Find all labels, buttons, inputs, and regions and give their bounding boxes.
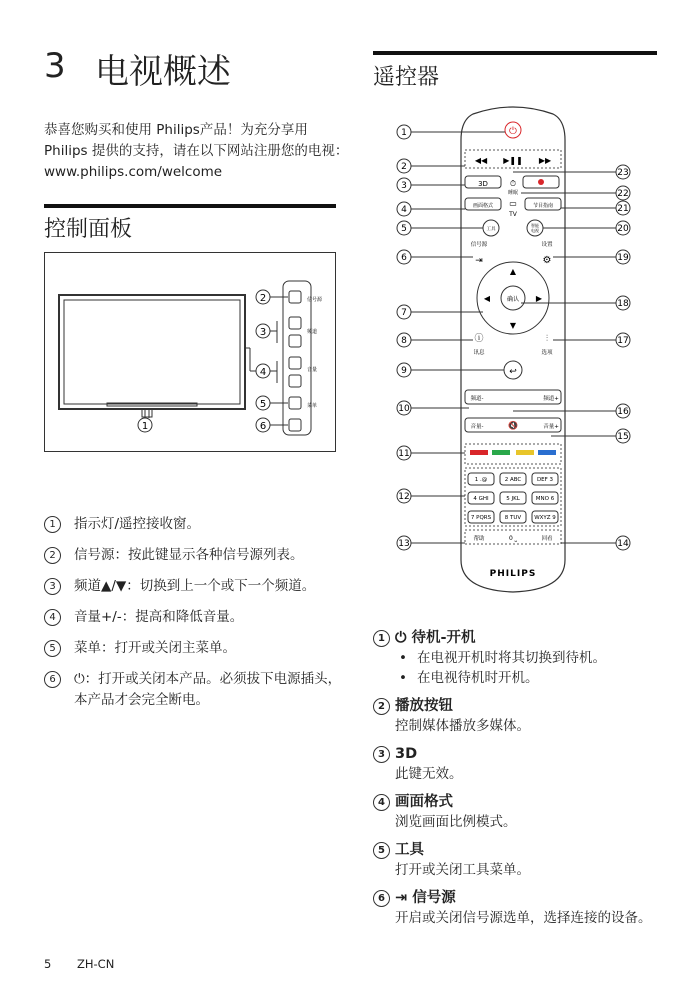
svg-text:21: 21 bbox=[617, 204, 629, 214]
key-heading-text: 播放按钮 bbox=[395, 698, 453, 714]
key-7: 7 PQRS bbox=[470, 515, 492, 521]
ok-label: 确认 bbox=[506, 296, 520, 303]
list-item bbox=[44, 638, 344, 659]
svg-text:菜单: 菜单 bbox=[307, 403, 318, 409]
brand-label: PHILIPS bbox=[489, 569, 537, 579]
svg-text:3: 3 bbox=[259, 327, 267, 338]
svg-text:1: 1 bbox=[141, 421, 149, 432]
list-item bbox=[44, 545, 344, 566]
svg-text:18: 18 bbox=[617, 299, 629, 309]
key-description: 打开或关闭工具菜单。 bbox=[395, 862, 530, 878]
key-heading bbox=[373, 744, 673, 764]
list-item-text: 信号源：按此键显示各种信号源列表。 bbox=[74, 547, 304, 563]
intro-paragraph: 恭喜您购买和使用 Philips产品！为充分享用Philips 提供的支持，请在以下网站注册您的电视：www.philips.com/welcome bbox=[44, 122, 349, 180]
svg-text:16: 16 bbox=[617, 407, 629, 417]
number-badge: 6 bbox=[373, 890, 390, 907]
svg-text:12: 12 bbox=[398, 492, 410, 502]
svg-text:6: 6 bbox=[401, 253, 407, 263]
svg-text:⇥: ⇥ bbox=[475, 256, 483, 266]
number-badge: 1 bbox=[44, 516, 61, 533]
key-9: WXYZ 9 bbox=[534, 515, 556, 521]
svg-text:ⓘ: ⓘ bbox=[474, 334, 484, 344]
svg-text:▼: ▼ bbox=[509, 321, 517, 330]
svg-text:电视: 电视 bbox=[531, 228, 539, 233]
svg-text:11: 11 bbox=[398, 449, 410, 459]
svg-text:13: 13 bbox=[398, 539, 410, 549]
section-rule bbox=[44, 204, 336, 208]
key-heading-text: 画面格式 bbox=[395, 794, 453, 810]
svg-text:23: 23 bbox=[617, 168, 629, 178]
key-description: 开启或关闭信号源选单，选择连接的设备。 bbox=[395, 910, 652, 926]
list-item-text: 频道▲/▼：切换到上一个或下一个频道。 bbox=[74, 578, 316, 594]
key-description: 控制媒体播放多媒体。 bbox=[395, 718, 530, 734]
key-heading-text: 工具 bbox=[395, 842, 424, 858]
list-item-text: ⏻：打开或关闭本产品。必须拔下电源插头，本产品才会完全断电。 bbox=[74, 671, 342, 708]
key-heading bbox=[373, 792, 673, 812]
remote-title: 遥控器 bbox=[373, 65, 440, 90]
remote-illustration bbox=[373, 100, 663, 605]
page-footer bbox=[44, 957, 114, 971]
svg-text:22: 22 bbox=[617, 189, 629, 199]
svg-text:▭: ▭ bbox=[509, 199, 517, 208]
control-panel-list bbox=[44, 514, 344, 721]
key-heading bbox=[373, 840, 673, 860]
svg-text:10: 10 bbox=[398, 404, 410, 414]
svg-text:3: 3 bbox=[401, 181, 407, 191]
list-item-text: 菜单：打开或关闭主菜单。 bbox=[74, 640, 236, 656]
svg-text:2: 2 bbox=[259, 293, 267, 304]
svg-text:▶▶: ▶▶ bbox=[538, 156, 552, 165]
info-label: 讯息 bbox=[473, 350, 485, 356]
svg-text:▶: ▶ bbox=[535, 294, 543, 303]
page-number: 5 bbox=[44, 957, 52, 971]
tools-label: 工具 bbox=[486, 227, 496, 232]
list-item bbox=[44, 607, 344, 628]
svg-text:音量: 音量 bbox=[307, 367, 318, 373]
source-label: 信号源 bbox=[470, 242, 488, 248]
ch-plus-label: 频道+ bbox=[543, 396, 559, 402]
key-5: 5 JKL bbox=[506, 496, 520, 502]
key-heading bbox=[373, 888, 673, 908]
3d-label: 3D bbox=[478, 180, 488, 188]
tv-illustration bbox=[45, 253, 337, 453]
svg-text:▶❚❚: ▶❚❚ bbox=[503, 156, 523, 165]
key-1: 1 .@ bbox=[474, 477, 488, 483]
number-badge: 2 bbox=[44, 547, 61, 564]
sleep-label: 睡眠 bbox=[507, 190, 519, 196]
svg-text:⚙: ⚙ bbox=[542, 255, 552, 266]
svg-text:🔇: 🔇 bbox=[508, 421, 518, 430]
key-heading-text: ⇥ 信号源 bbox=[395, 890, 456, 906]
svg-text:频道: 频道 bbox=[307, 329, 318, 335]
list-item bbox=[44, 669, 344, 711]
bullet-item: • 在电视待机时开机。 bbox=[373, 668, 673, 688]
svg-text:⫶: ⫶ bbox=[545, 334, 549, 344]
key-heading bbox=[373, 628, 673, 648]
number-badge: 4 bbox=[373, 794, 390, 811]
remote-key-list bbox=[373, 628, 673, 936]
svg-text:◀: ◀ bbox=[483, 294, 491, 303]
svg-text:15: 15 bbox=[617, 432, 629, 442]
language-code: ZH-CN bbox=[76, 957, 115, 971]
number-badge: 2 bbox=[373, 698, 390, 715]
bullet-item: • 在电视开机时将其切换到待机。 bbox=[373, 648, 673, 668]
key-8: 8 TUV bbox=[504, 515, 522, 521]
number-badge: 6 bbox=[44, 671, 61, 688]
vol-plus-label: 音量+ bbox=[543, 424, 559, 430]
svg-text:⏻: ⏻ bbox=[509, 126, 517, 137]
svg-text:信号源: 信号源 bbox=[307, 297, 323, 303]
svg-text:2: 2 bbox=[401, 162, 407, 172]
vol-minus-label: 音量- bbox=[470, 424, 484, 430]
section-rule bbox=[373, 51, 657, 55]
list-item-text: 指示灯/遥控接收窗。 bbox=[74, 516, 201, 532]
svg-text:7: 7 bbox=[401, 308, 407, 318]
key-description: 浏览画面比例模式。 bbox=[395, 814, 517, 830]
key-heading bbox=[373, 696, 673, 716]
svg-text:▲: ▲ bbox=[509, 267, 517, 276]
number-badge: 5 bbox=[373, 842, 390, 859]
svg-text:⏱: ⏱ bbox=[509, 179, 517, 188]
key-2: 2 ABC bbox=[504, 477, 522, 483]
back-label: 回看 bbox=[541, 536, 553, 542]
control-panel-title: 控制面板 bbox=[44, 217, 133, 242]
svg-text:6: 6 bbox=[259, 421, 267, 432]
number-badge: 4 bbox=[44, 609, 61, 626]
key-heading-text: ⏻ 待机-开机 bbox=[395, 630, 476, 646]
key-4: 4 GHI bbox=[473, 496, 489, 502]
svg-text:19: 19 bbox=[617, 253, 629, 263]
remote-figure bbox=[373, 100, 663, 605]
picture-format-label: 画面格式 bbox=[472, 203, 494, 209]
key-description: 此键无效。 bbox=[395, 766, 463, 782]
svg-text:4: 4 bbox=[401, 205, 407, 215]
settings-label: 设置 bbox=[541, 242, 553, 248]
chapter-number: 3 bbox=[44, 46, 67, 86]
svg-text:14: 14 bbox=[617, 539, 629, 549]
ch-minus-label: 频道- bbox=[470, 396, 484, 402]
svg-text:智能: 智能 bbox=[531, 223, 539, 228]
tv-label: TV bbox=[509, 211, 517, 218]
svg-text:20: 20 bbox=[617, 224, 629, 234]
key-6: MNO 6 bbox=[535, 496, 555, 502]
svg-text:5: 5 bbox=[259, 399, 267, 410]
number-badge: 1 bbox=[373, 630, 390, 647]
svg-text:◀◀: ◀◀ bbox=[474, 156, 488, 165]
key-heading-text: 3D bbox=[395, 746, 418, 762]
svg-text:17: 17 bbox=[617, 336, 629, 346]
svg-text:1: 1 bbox=[401, 128, 407, 138]
options-label: 选项 bbox=[541, 350, 553, 356]
svg-text:↩: ↩ bbox=[509, 367, 517, 377]
list-item bbox=[44, 576, 344, 597]
list-item bbox=[44, 514, 344, 535]
svg-text:4: 4 bbox=[259, 367, 267, 378]
list-item-text: 音量+/-：提高和降低音量。 bbox=[74, 609, 244, 625]
program-guide-label: 节目指南 bbox=[532, 203, 554, 209]
number-badge: 3 bbox=[44, 578, 61, 595]
number-badge: 3 bbox=[373, 746, 390, 763]
chapter-title: 电视概述 bbox=[95, 52, 231, 92]
key-0: 0 ⎵ bbox=[508, 535, 518, 542]
key-3: DEF 3 bbox=[536, 477, 554, 483]
number-badge: 5 bbox=[44, 640, 61, 657]
svg-text:8: 8 bbox=[401, 336, 407, 346]
svg-text:5: 5 bbox=[401, 224, 407, 234]
help-label: 帮助 bbox=[473, 536, 485, 542]
control-panel-figure bbox=[44, 252, 336, 452]
svg-text:9: 9 bbox=[401, 366, 407, 376]
